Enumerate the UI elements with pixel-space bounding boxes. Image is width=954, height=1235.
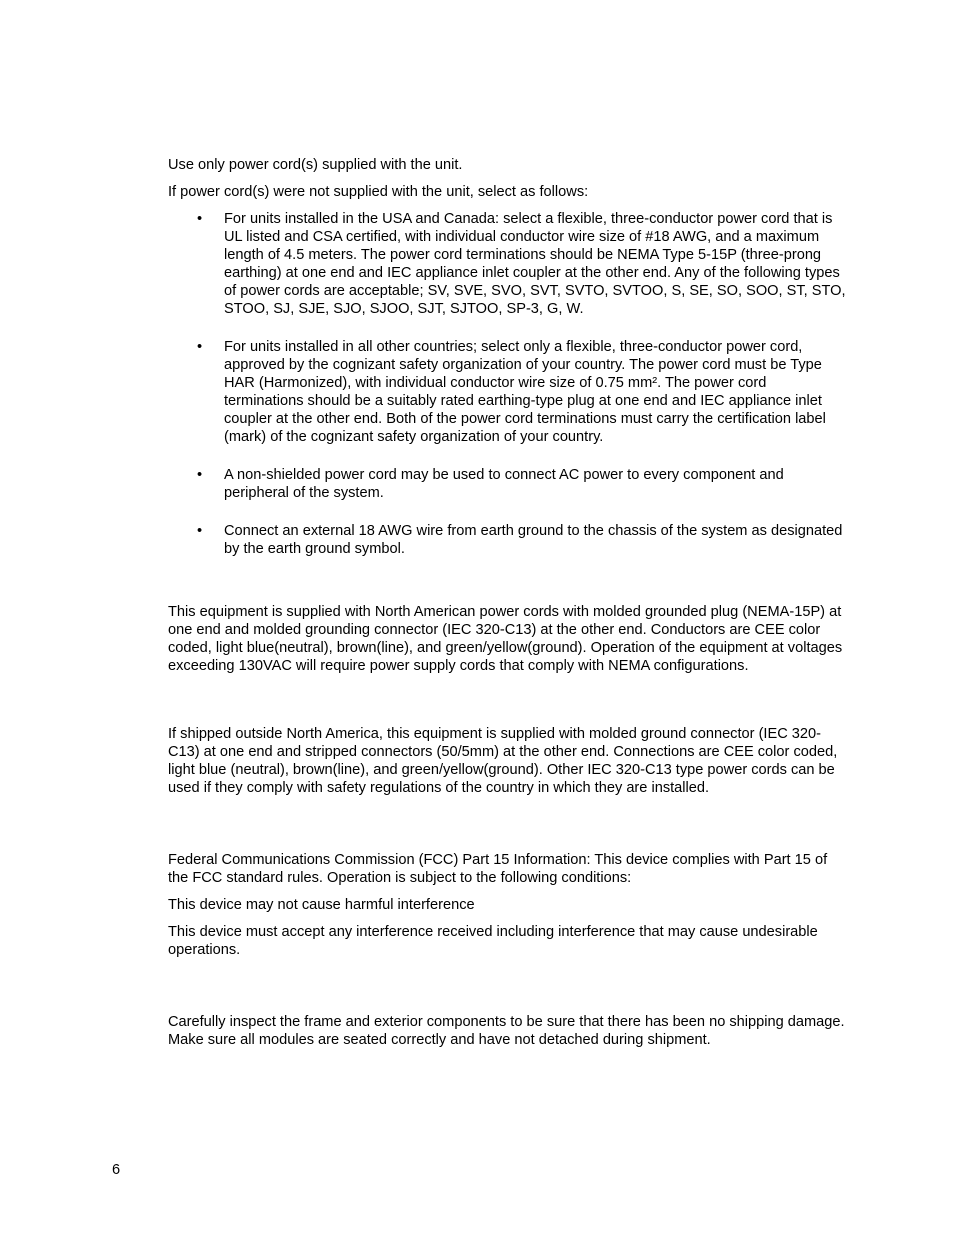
spacer xyxy=(168,959,848,1013)
document-body xyxy=(168,156,848,1049)
bullet-symbol: • xyxy=(197,339,203,355)
list-item xyxy=(168,466,848,502)
outside-north-america-paragraph: If shipped outside North America, this equipment is supplied with molded ground connector (IEC 320-C13) at one end and stripped connectors (50/5mm) at the other end. Connections are CEE color coded, light blue (neutral), brown(line), and green/yellow(ground). Other IEC 320-C13 type power cords can be used if they comply with safety regulations of the country in which they are installed. xyxy=(168,726,838,796)
inspection-paragraph: Carefully inspect the frame and exterior components to be sure that there has been no shipping damage. Make sure all modules are seated correctly and have not detached during shipment. xyxy=(168,1014,845,1048)
north-america-paragraph: This equipment is supplied with North American power cords with molded grounded plug (NEMA-15P) at one end and molded grounding connector (IEC 320-C13) at the other end. Conductors are CEE color coded, light blue(neutral), brown(line), and green/yellow(ground). Operation of the equipment at voltages exceeding 130VAC will require power supply cords that comply with NEMA configurations. xyxy=(168,604,843,674)
spacer xyxy=(168,887,848,896)
intro-line-1: Use only power cord(s) supplied with the unit. xyxy=(168,157,463,173)
list-item xyxy=(168,338,848,446)
list-item xyxy=(168,522,848,558)
spacer xyxy=(168,578,848,603)
spacer xyxy=(168,797,848,851)
fcc-condition-2: This device must accept any interference received including interference that may cause undesirable operations. xyxy=(168,924,818,958)
page-number: 6 xyxy=(112,1162,121,1178)
spacer xyxy=(168,675,848,725)
bullet-text-earth-ground: Connect an external 18 AWG wire from earth ground to the chassis of the system as designated by the earth ground symbol. xyxy=(224,523,843,557)
bullet-symbol: • xyxy=(197,211,203,227)
intro-line-2: If power cord(s) were not supplied with the unit, select as follows: xyxy=(168,184,589,200)
fcc-condition-1: This device may not cause harmful interference xyxy=(168,897,475,913)
spacer xyxy=(168,914,848,923)
bullet-symbol: • xyxy=(197,523,203,539)
fcc-intro-paragraph: Federal Communications Commission (FCC) Part 15 Information: This device complies with Part 15 of the FCC standard rules. Operation is subject to the following conditions: xyxy=(168,852,828,886)
bullet-text-non-shielded: A non-shielded power cord may be used to connect AC power to every component and peripheral of the system. xyxy=(224,467,784,501)
bullet-text-usa-canada: For units installed in the USA and Canada: select a flexible, three-conductor power cord that is UL listed and CSA certified, with individual conductor wire size of #18 AWG, and a maximum length of 4.5 meters. The power cord terminations should be NEMA Type 5-15P (three-prong earthing) at one end and IEC appliance inlet coupler at the other end. Any of the following types of power cords are acceptable; SV, SVE, SVO, SVT, SVTO, SVTOO, S, SE, SO, SOO, ST, STO, STOO, SJ, SJE, SJO, SJOO, SJT, SJTOO, SP-3, G, W. xyxy=(224,211,846,317)
list-item xyxy=(168,210,848,318)
power-cord-bullet-list xyxy=(168,210,848,558)
bullet-text-other-countries: For units installed in all other countries; select only a flexible, three-conductor power cord, approved by the cognizant safety organization of your country. The power cord must be Type HAR (Harmonized), with individual conductor wire size of 0.75 mm². The power cord terminations should be a suitably rated earthing-type plug at one end and IEC appliance inlet coupler at the other end. Both of the power cord terminations must carry the certification label (mark) of the cognizant safety organization of your country. xyxy=(224,339,826,445)
bullet-symbol: • xyxy=(197,467,203,483)
